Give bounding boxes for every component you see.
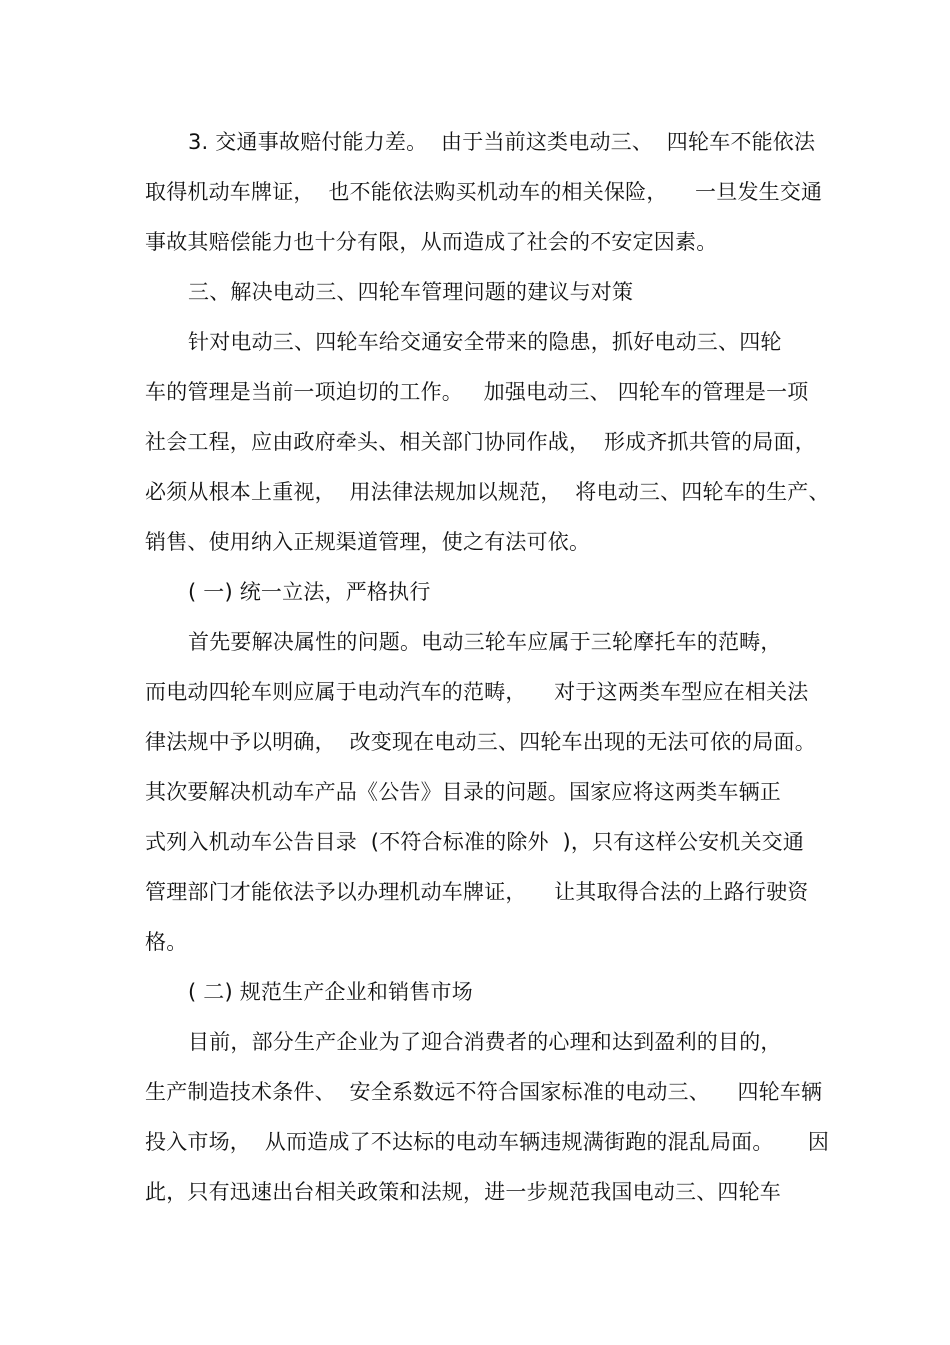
paragraph-line: 生产制造技术条件、 安全系数远不符合国家标准的电动三、 四轮车辆 xyxy=(145,1080,823,1104)
paragraph-line: 销售、使用纳入正规渠道管理，使之有法可依。 xyxy=(145,530,591,554)
paragraph-line: 而电动四轮车则应属于电动汽车的范畴， 对于这两类车型应在相关法 xyxy=(145,680,809,704)
paragraph-line: 事故其赔偿能力也十分有限，从而造成了社会的不安定因素。 xyxy=(145,230,718,254)
paragraph-line: 取得机动车牌证， 也不能依法购买机动车的相关保险， 一旦发生交通 xyxy=(145,180,823,204)
paragraph-line: 律法规中予以明确， 改变现在电动三、四轮车出现的无法可依的局面。 xyxy=(145,730,816,754)
paragraph-line: 社会工程，应由政府牵头、相关部门协同作战， 形成齐抓共管的局面， xyxy=(145,430,816,454)
subsection-heading: ( 二) 规范生产企业和销售市场 xyxy=(188,980,473,1004)
section-heading: 三、解决电动三、四轮车管理问题的建议与对策 xyxy=(188,280,634,304)
paragraph-line: 车的管理是当前一项迫切的工作。 加强电动三、 四轮车的管理是一项 xyxy=(145,380,809,404)
paragraph-line: 格。 xyxy=(145,930,188,954)
paragraph-line: 针对电动三、四轮车给交通安全带来的隐患，抓好电动三、四轮 xyxy=(188,330,782,354)
paragraph-line: 管理部门才能依法予以办理机动车牌证， 让其取得合法的上路行驶资 xyxy=(145,880,809,904)
paragraph-line: 其次要解决机动车产品《公告》目录的问题。国家应将这两类车辆正 xyxy=(145,780,781,804)
paragraph-line: 目前，部分生产企业为了迎合消费者的心理和达到盈利的目的， xyxy=(188,1030,782,1054)
paragraph-line: 投入市场， 从而造成了不达标的电动车辆违规满街跑的混乱局面。 因 xyxy=(145,1130,830,1154)
paragraph-line: 必须从根本上重视， 用法律法规加以规范， 将电动三、四轮车的生产、 xyxy=(145,480,830,504)
paragraph-line: 式列入机动车公告目录 (不符合标准的除外 )，只有这样公安机关交通 xyxy=(145,830,805,854)
paragraph-line: 首先要解决属性的问题。电动三轮车应属于三轮摩托车的范畴， xyxy=(188,630,782,654)
subsection-heading: ( 一) 统一立法，严格执行 xyxy=(188,580,431,604)
paragraph-line: 此，只有迅速出台相关政策和法规，进一步规范我国电动三、四轮车 xyxy=(145,1180,781,1204)
paragraph-line: 3. 交通事故赔付能力差。 由于当前这类电动三、 四轮车不能依法 xyxy=(188,130,816,154)
